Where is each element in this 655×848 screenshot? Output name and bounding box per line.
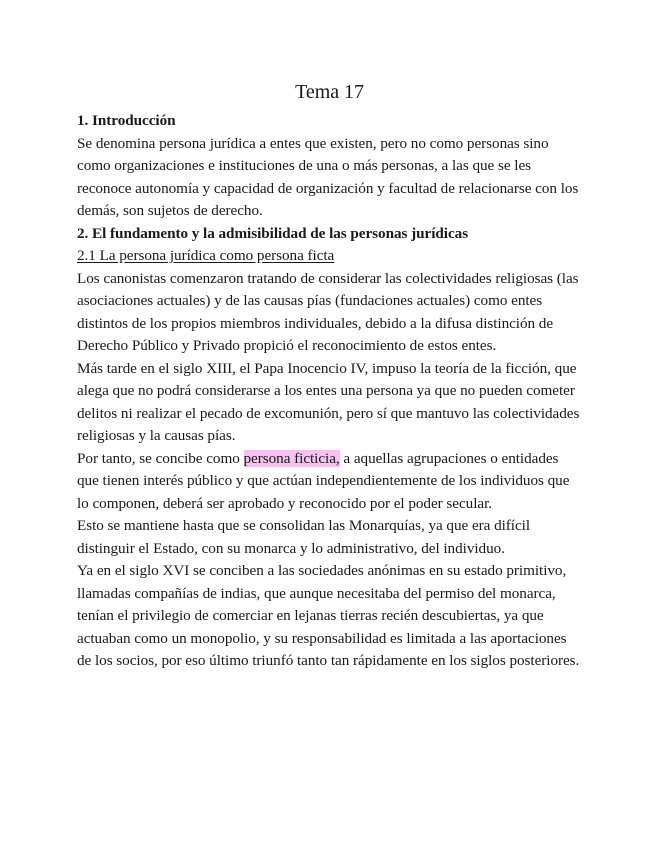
paragraph-siglo-xvi: Ya en el siglo XVI se conciben a las sociedades anónimas en su estado primitivo, llamadas compañías de indias, que aunque necesitaba del permiso del monarca, tenían el privilegio de comerciar en lejanas tierras recién descubiertas, ya que actuaban como un monopolio, y su responsabilidad es limitada a las aportaciones de los socios, por eso último triunfó tanto tan rápidamente en los siglos posteriores. — [77, 562, 580, 669]
highlighted-text: persona ficticia, — [243, 449, 340, 467]
subsection-heading-persona-ficta: 2.1 La persona jurídica como persona ficta — [77, 247, 335, 264]
paragraph-persona-ficticia — [77, 448, 582, 516]
paragraph-introduccion: Se denomina persona jurídica a entes que existen, pero no como personas sino como organizaciones e instituciones de una o más personas, a las que se les reconoce autonomía y capacidad de organización y facultad de relacionarse con los demás, son sujetos de derecho. — [77, 134, 579, 219]
paragraph-siglo-xiii: Más tarde en el siglo XIII, el Papa Inocencio IV, impuso la teoría de la ficción, que alega que no podrá considerarse a los entes una persona ya que no pueden cometer delitos ni realizar el pecado de excomunión, pero sí que mantuvo las colectividades religiosas y la causas pías. — [77, 359, 580, 444]
paragraph-text-after: a aquellas agrupaciones o entidades que tienen interés público y que actúan independientemente de los individuos que lo componen, deberá ser aprobado y reconocido por el poder secular. — [77, 449, 570, 512]
document-page — [77, 78, 582, 673]
paragraph-text-before: Por tanto, se concibe como — [77, 449, 244, 467]
page-title: Tema 17 — [295, 81, 364, 103]
paragraph-monarquias: Esto se mantiene hasta que se consolidan las Monarquías, ya que era difícil distinguir el Estado, con su monarca y lo administrativo, del individuo. — [77, 517, 531, 557]
paragraph-canonistas: Los canonistas comenzaron tratando de considerar las colectividades religiosas (las asociaciones actuales) y de las causas pías (fundaciones actuales) como entes distintos de los propios miembros individuales, debido a la difusa distinción de Derecho Público y Privado propició el reconocimiento de estos entes. — [77, 269, 579, 354]
section-heading-introduccion: 1. Introducción — [77, 112, 176, 129]
section-heading-fundamento: 2. El fundamento y la admisibilidad de las personas jurídicas — [77, 224, 469, 242]
